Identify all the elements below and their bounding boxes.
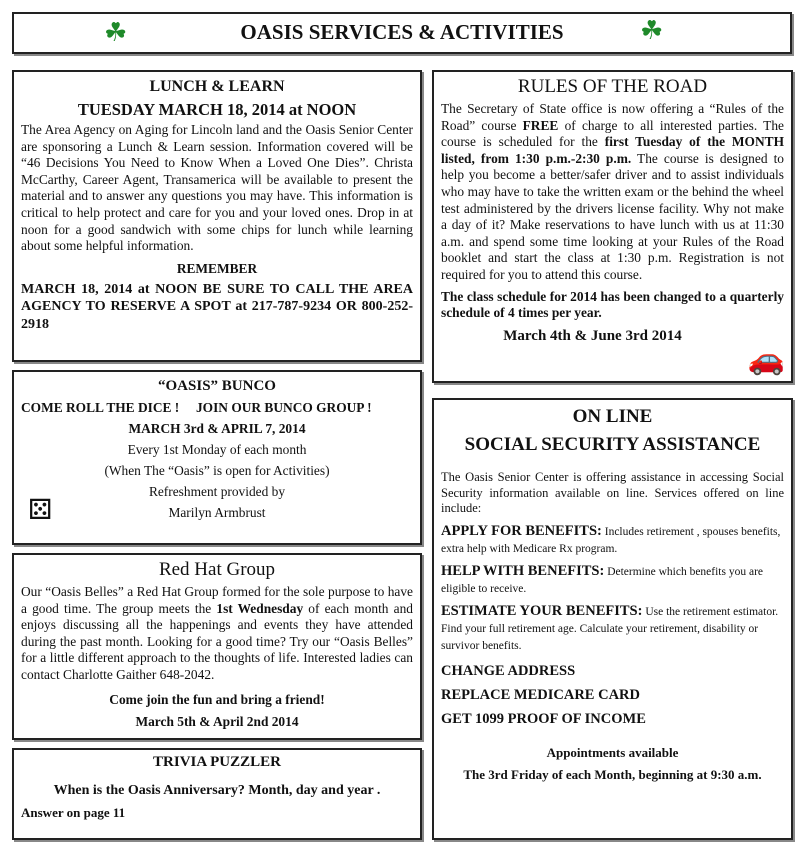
text: The course is designed to help you become a better/safer driver and to assist individuals who may have to take the written exam or the behind the wheel test administered by the drivers license facility. Why not make a day of it? Make reservations to have lunch with us at 11:30 a.m. and spend some time looking at your Rules of the Road booklet and start the class at 1:30 p.m. Registration is not required for you to attend this course. bbox=[441, 150, 784, 282]
bunco-line: Every 1st Monday of each month bbox=[127, 442, 307, 457]
text: FREE bbox=[522, 117, 559, 133]
rules-dates: March 4th & June 3rd 2014 bbox=[503, 327, 682, 344]
dice-icon: ⚄ bbox=[28, 495, 53, 526]
bunco-line: Refreshment provided by bbox=[148, 484, 286, 499]
page-header bbox=[12, 12, 792, 54]
rules-schedule: The class schedule for 2014 has been changed to a quarterly schedule of 4 times per year. bbox=[441, 288, 784, 321]
social-security-section bbox=[432, 398, 793, 840]
redhat-dates: March 5th & April 2nd 2014 bbox=[135, 713, 299, 729]
bunco-dates: MARCH 3rd & APRIL 7, 2014 bbox=[128, 421, 306, 436]
text: of charge to all interested parties. The course is scheduled for the bbox=[441, 117, 785, 150]
trivia-answer: Answer on page 11 bbox=[21, 805, 126, 820]
lunch-learn-section bbox=[12, 70, 422, 362]
ss-title: ON LINE bbox=[572, 406, 653, 427]
lunch-title: LUNCH & LEARN bbox=[149, 78, 285, 95]
trivia-title: TRIVIA PUZZLER bbox=[153, 754, 281, 770]
text: first Tuesday of the MONTH listed, from 1:30 p.m.-2:30 p.m. bbox=[441, 134, 784, 166]
bunco-line: COME ROLL THE DICE ! JOIN OUR BUNCO GROUP ! bbox=[21, 400, 372, 415]
trivia-question: When is the Oasis Anniversary? Month, day and year . bbox=[53, 783, 381, 798]
bunco-title: “OASIS” BUNCO bbox=[158, 378, 276, 394]
text: 1st Wednesday bbox=[216, 600, 304, 616]
rules-road-section bbox=[432, 70, 793, 383]
bunco-section bbox=[12, 370, 422, 545]
item-text: Includes retirement , spouses benefits, extra help with Medicare Rx program. bbox=[441, 525, 781, 555]
redhat-cta: Come join the fun and bring a friend! bbox=[109, 691, 325, 707]
item-head: APPLY FOR BENEFITS: bbox=[441, 522, 602, 539]
red-hat-section bbox=[12, 553, 422, 740]
ss-item bbox=[441, 523, 784, 558]
item-head: HELP WITH BENEFITS: bbox=[441, 562, 605, 579]
item-head: ESTIMATE YOUR BENEFITS: bbox=[441, 602, 643, 619]
lunch-subtitle: TUESDAY MARCH 18, 2014 at NOON bbox=[77, 100, 357, 119]
item-text: Determine which benefits you are eligible to receive. bbox=[441, 565, 764, 595]
ss-service: REPLACE MEDICARE CARD bbox=[441, 686, 640, 703]
ss-item bbox=[441, 603, 784, 655]
page-title: OASIS SERVICES & ACTIVITIES bbox=[240, 20, 564, 44]
ss-service: CHANGE ADDRESS bbox=[441, 662, 576, 679]
ss-appointments: Appointments available bbox=[546, 744, 679, 760]
ss-appointment-time: The 3rd Friday of each Month, beginning at 9:30 a.m. bbox=[463, 766, 762, 782]
ss-item bbox=[441, 563, 784, 598]
ss-service: GET 1099 PROOF OF INCOME bbox=[441, 710, 646, 727]
ss-subtitle: SOCIAL SECURITY ASSISTANCE bbox=[464, 434, 761, 455]
rules-title: RULES OF THE ROAD bbox=[517, 76, 708, 97]
remember-heading: REMEMBER bbox=[176, 260, 258, 276]
redhat-body bbox=[21, 584, 413, 684]
rules-body bbox=[441, 101, 784, 284]
text: Our “Oasis Belles” a Red Hat Group formed for the sole purpose to have a good time. The group meets the bbox=[21, 584, 413, 616]
remember-text: MARCH 18, 2014 at NOON BE SURE TO CALL THE AREA AGENCY TO RESERVE A SPOT at 217-787-9234 OR 800-252-2918 bbox=[21, 281, 413, 332]
shamrock-icon: ☘ bbox=[104, 18, 128, 47]
ss-intro: The Oasis Senior Center is offering assistance in accessing Social Security information available on line. Services offered on line include: bbox=[441, 470, 784, 515]
bunco-host: Marilyn Armbrust bbox=[168, 505, 266, 520]
text: The Secretary of State office is now offering a “Rules of the Road” course bbox=[441, 101, 784, 133]
shamrock-icon: ☘ bbox=[640, 16, 664, 45]
item-text: Use the retirement estimator. Find your full retirement age. Calculate your retirement, disability or survivor benefits. bbox=[441, 605, 779, 652]
trivia-section bbox=[12, 748, 422, 840]
redhat-title: Red Hat Group bbox=[158, 559, 276, 580]
text: of each month and enjoys discussing all the happenings and events they have attended during the past month. Looking for a good time? Try our “Oasis Belles” for a little different approach to the thoughts of life. Interested ladies can contact Charlotte Gaither 648-2042. bbox=[21, 600, 413, 682]
lunch-body: The Area Agency on Aging for Lincoln land and the Oasis Senior Center are sponsoring a Lunch & Learn session. Information covered will be “46 Decisions You Need to Know When a Loved One Dies”. Christa McCarthy, Career Agent, Transamerica will be available to present the material and to answer any questions you may have. This information is critical to help protect and care for you and your loved ones. Drop in at noon for a good sandwich with some chips for lunch while learning about some helpful information. bbox=[21, 122, 413, 254]
car-icon: 🚗 bbox=[747, 343, 785, 376]
bunco-line: (When The “Oasis” is open for Activities) bbox=[104, 463, 330, 478]
